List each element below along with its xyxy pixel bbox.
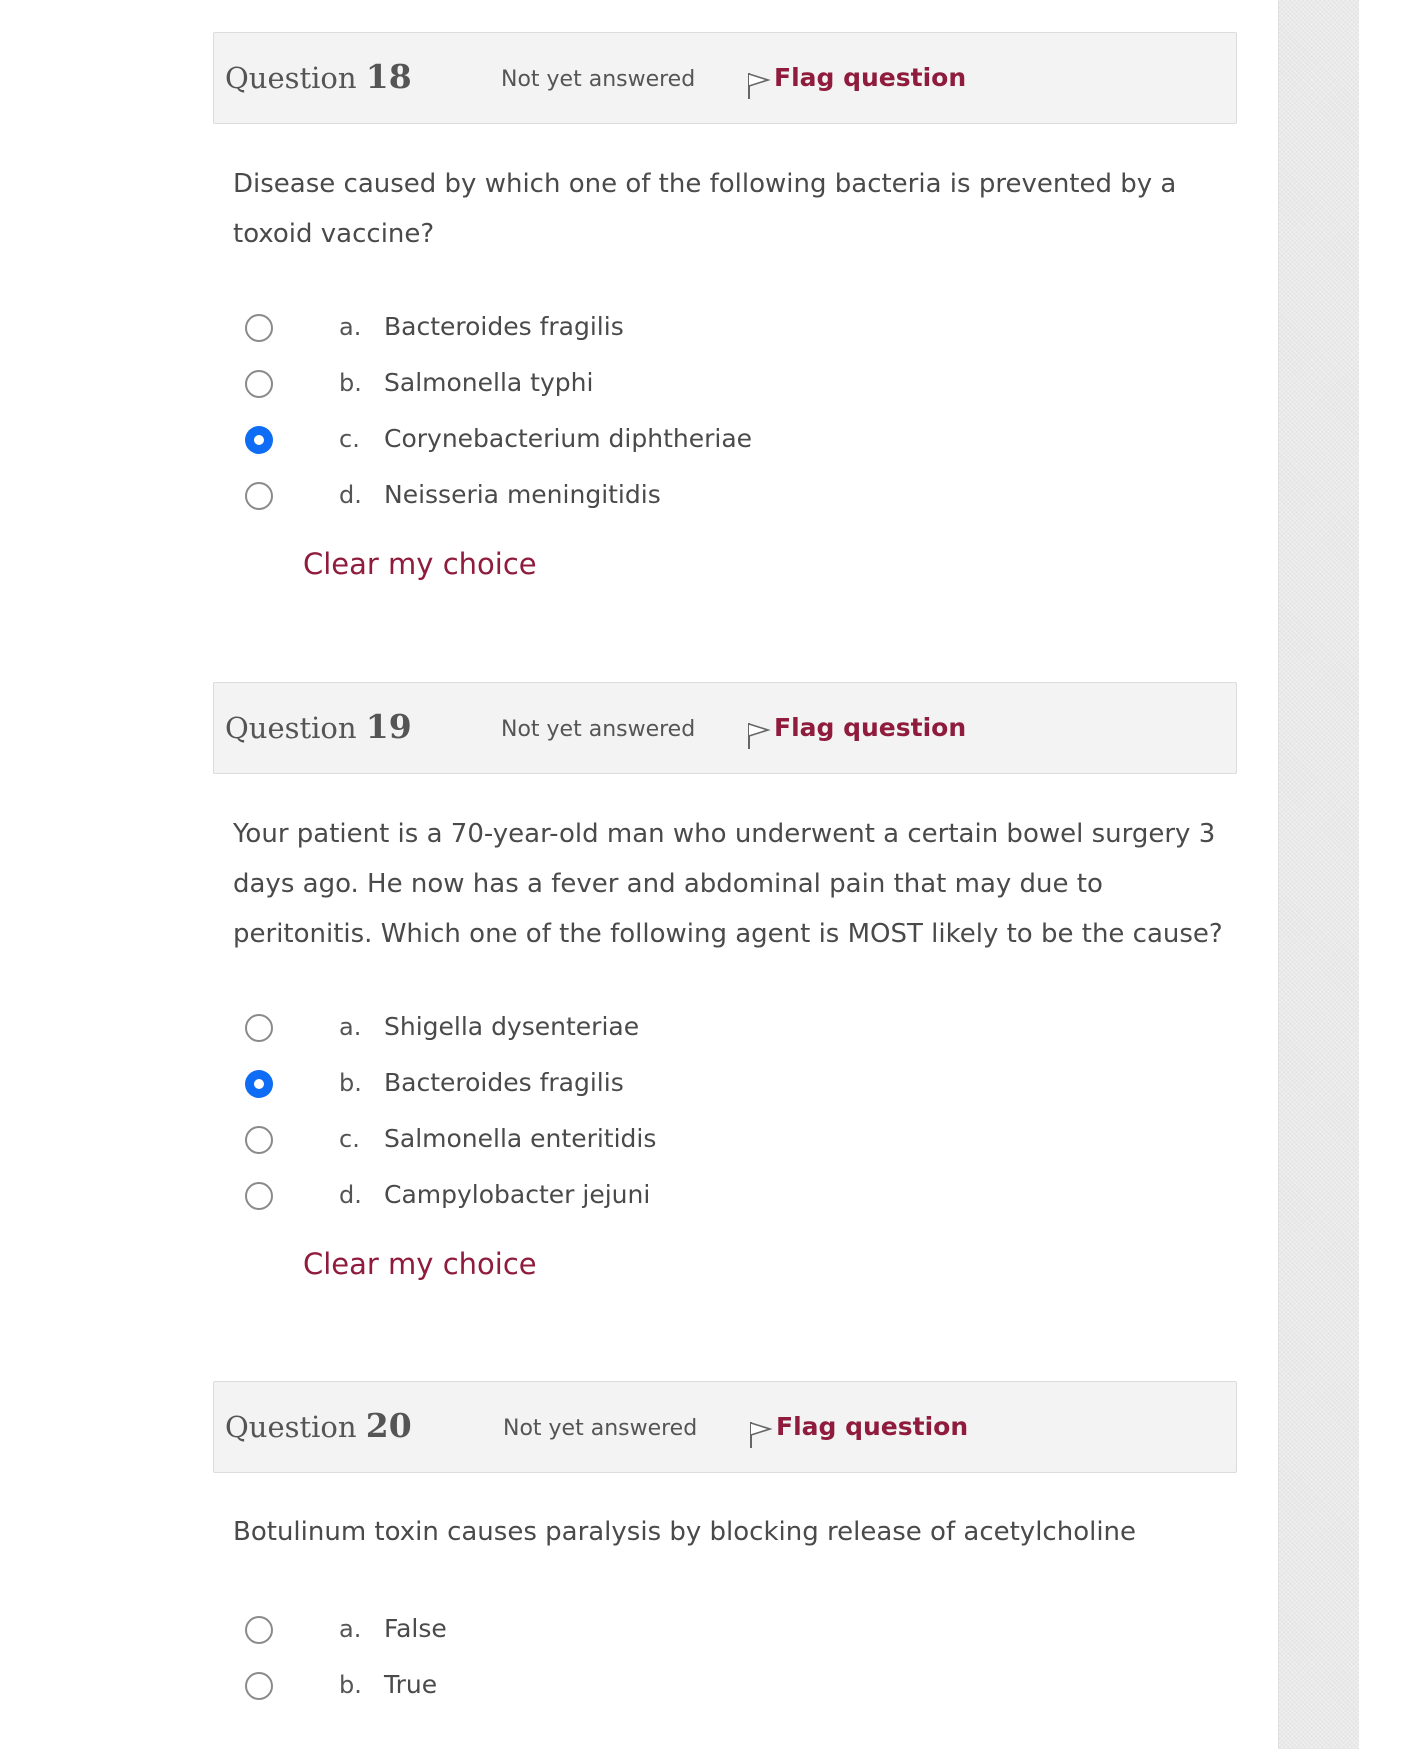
question-state: Not yet answered	[503, 1416, 698, 1441]
question-text: Botulinum toxin causes paralysis by blocking release of acetylcholine	[233, 1517, 1137, 1547]
answer-letter: c.	[339, 425, 360, 453]
radio-button[interactable]	[245, 1672, 273, 1700]
answer-letter: d.	[339, 1181, 362, 1209]
answer-list	[213, 1605, 1213, 1717]
radio-button[interactable]	[245, 1616, 273, 1644]
flag-icon	[746, 71, 772, 101]
answer-text[interactable]: Bacteroides fragilis	[384, 1068, 624, 1097]
side-panel-strip	[1278, 0, 1359, 1749]
answer-text[interactable]: Bacteroides fragilis	[384, 312, 624, 341]
question-20	[213, 1381, 1237, 1699]
radio-button[interactable]	[245, 1014, 273, 1042]
flag-question-label: Flag question	[774, 713, 967, 742]
question-number: 19	[365, 707, 412, 746]
question-header	[213, 1381, 1237, 1473]
radio-button[interactable]	[245, 1126, 273, 1154]
question-title	[225, 57, 412, 96]
answer-option-c[interactable]	[213, 1115, 1213, 1171]
question-title	[225, 707, 412, 746]
question-text: Disease caused by which one of the following bacteria is prevented by a toxoid vaccine?	[233, 169, 1177, 249]
flag-question-button[interactable]	[746, 63, 966, 101]
answer-option-b[interactable]	[213, 1059, 1213, 1115]
question-state: Not yet answered	[501, 717, 696, 742]
answer-text[interactable]: Corynebacterium diphtheriae	[384, 424, 753, 453]
question-number: 20	[365, 1406, 412, 1445]
answer-text[interactable]: False	[384, 1614, 447, 1643]
flag-icon	[748, 1420, 774, 1450]
question-title-prefix: Question	[225, 1410, 357, 1444]
answer-text[interactable]: Salmonella enteritidis	[384, 1124, 657, 1153]
question-header	[213, 32, 1237, 124]
flag-question-label: Flag question	[776, 1412, 969, 1441]
flag-question-label: Flag question	[774, 63, 967, 92]
answer-text[interactable]: Neisseria meningitidis	[384, 480, 661, 509]
answer-letter: b.	[339, 1671, 362, 1699]
answer-letter: a.	[339, 1013, 362, 1041]
question-title-prefix: Question	[225, 61, 357, 95]
radio-button[interactable]	[245, 314, 273, 342]
answer-list	[213, 1003, 1213, 1227]
answer-text[interactable]: Salmonella typhi	[384, 368, 594, 397]
answer-letter: c.	[339, 1125, 360, 1153]
flag-question-button[interactable]	[748, 1412, 968, 1450]
question-title	[225, 1406, 412, 1445]
question-18	[213, 32, 1237, 581]
clear-my-choice-link[interactable]: Clear my choice	[303, 547, 537, 581]
question-text: Your patient is a 70-year-old man who underwent a certain bowel surgery 3 days ago. He now has a fever and abdominal pain that may due to peritonitis. Which one of the following agent is MOST likely to be the cause?	[233, 819, 1223, 949]
answer-option-a[interactable]	[213, 1605, 1213, 1661]
answer-letter: a.	[339, 313, 362, 341]
answer-option-b[interactable]	[213, 359, 1213, 415]
answer-option-b[interactable]	[213, 1661, 1213, 1717]
answer-letter: d.	[339, 481, 362, 509]
answer-text[interactable]: True	[384, 1670, 438, 1699]
answer-option-a[interactable]	[213, 303, 1213, 359]
answer-letter: b.	[339, 369, 362, 397]
flag-question-button[interactable]	[746, 713, 966, 751]
clear-my-choice-link[interactable]: Clear my choice	[303, 1247, 537, 1281]
answer-option-c[interactable]	[213, 415, 1213, 471]
question-19	[213, 682, 1237, 1281]
answer-list	[213, 303, 1213, 527]
question-state: Not yet answered	[501, 67, 696, 92]
question-header	[213, 682, 1237, 774]
answer-text[interactable]: Shigella dysenteriae	[384, 1012, 640, 1041]
answer-letter: b.	[339, 1069, 362, 1097]
radio-button-selected[interactable]	[245, 1070, 273, 1098]
radio-button[interactable]	[245, 1182, 273, 1210]
answer-option-a[interactable]	[213, 1003, 1213, 1059]
answer-letter: a.	[339, 1615, 362, 1643]
radio-button[interactable]	[245, 482, 273, 510]
question-number: 18	[365, 57, 412, 96]
radio-button[interactable]	[245, 370, 273, 398]
radio-button-selected[interactable]	[245, 426, 273, 454]
answer-option-d[interactable]	[213, 1171, 1213, 1227]
flag-icon	[746, 721, 772, 751]
answer-option-d[interactable]	[213, 471, 1213, 527]
answer-text[interactable]: Campylobacter jejuni	[384, 1180, 651, 1209]
question-title-prefix: Question	[225, 711, 357, 745]
